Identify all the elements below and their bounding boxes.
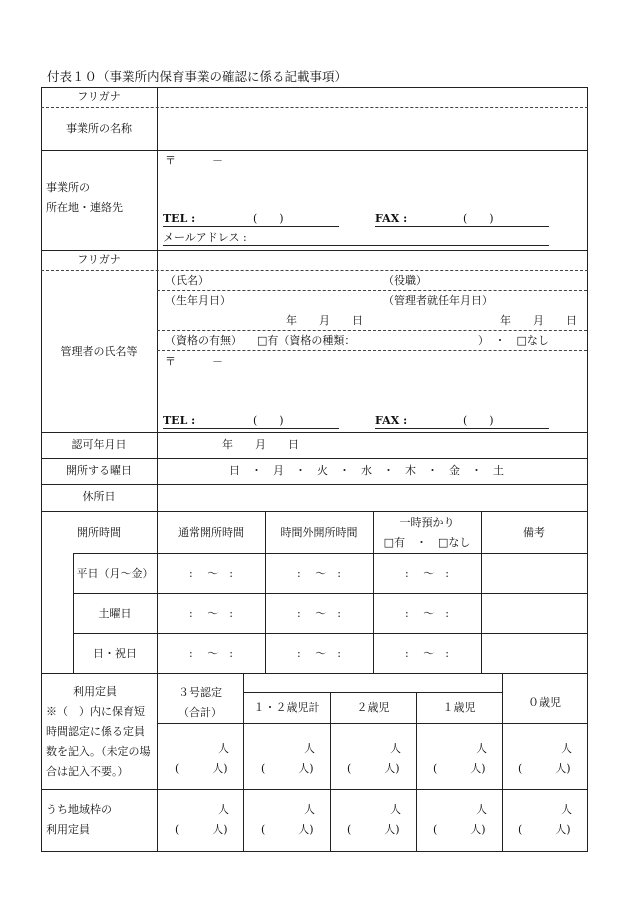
capacity-note: ※（ ）内に保育短 — [46, 705, 145, 718]
local-short-paren: ( 人) — [347, 823, 400, 836]
facility-tel-paren: ( ) — [253, 212, 284, 225]
capacity-unit: 人 — [561, 742, 572, 755]
hours-row-label: 土曜日 — [98, 607, 132, 620]
hours-row-extra: : ～ : — [297, 607, 341, 620]
hours-row-temp: : ～ : — [405, 607, 449, 620]
open-days-label: 開所する曜日 — [66, 464, 132, 477]
local-unit: 人 — [476, 803, 487, 816]
manager-birth-ymd: 年 月 日 — [286, 314, 363, 327]
capacity-short-paren: ( 人) — [518, 762, 571, 775]
manager-fax-label: FAX : — [375, 414, 408, 427]
manager-tel-label: TEL : — [163, 414, 196, 427]
capacity-short-paren: ( 人) — [175, 762, 228, 775]
manager-qual-none: ） ・ □なし — [478, 334, 549, 347]
local-unit: 人 — [304, 803, 315, 816]
capacity-col-age12: １・２歳児計 — [253, 701, 320, 714]
manager-appointed-label: （管理者就任年月日） — [383, 294, 493, 307]
capacity-col-age0: ０歳児 — [528, 696, 561, 709]
facility-name-label: 事業所の名称 — [66, 122, 132, 135]
hours-row-normal: : ～ : — [189, 607, 233, 620]
facility-tel-label: TEL : — [163, 212, 196, 225]
facility-furigana-label: フリガナ — [77, 90, 121, 103]
capacity-unit: 人 — [390, 742, 401, 755]
page-title: 付表１０（事業所内保育事業の確認に係る記載事項） — [47, 69, 348, 84]
local-short-paren: ( 人) — [261, 823, 314, 836]
capacity-col-age2: ２歳児 — [356, 701, 390, 714]
facility-postal-dash: － — [212, 154, 223, 167]
capacity-note: 合は記入不要。） — [46, 765, 129, 778]
manager-furigana-label: フリガナ — [77, 253, 121, 266]
hours-col-temp-options: □有 ・ □なし — [383, 536, 471, 549]
manager-postal-mark: 〒 — [165, 355, 176, 368]
capacity-col-3go: ３号認定 — [178, 686, 222, 699]
hours-row-temp: : ～ : — [405, 567, 449, 580]
local-quota-label: うち地域枠の — [46, 803, 112, 816]
hours-col-normal: 通常開所時間 — [178, 526, 244, 539]
hours-row-temp: : ～ : — [405, 647, 449, 660]
capacity-label: 利用定員 — [73, 685, 117, 698]
facility-address-label-1: 事業所の — [46, 181, 90, 194]
hours-row-label: 日・祝日 — [93, 647, 137, 660]
manager-fax-paren: ( ) — [463, 414, 494, 427]
hours-col-extra: 時間外開所時間 — [280, 526, 358, 539]
hours-row-normal: : ～ : — [189, 647, 233, 660]
capacity-note: 数を記入。（未定の場 — [46, 745, 151, 758]
open-days-value: 日 ・ 月 ・ 火 ・ 水 ・ 木 ・ 金 ・ 土 — [229, 464, 504, 477]
local-unit: 人 — [390, 803, 401, 816]
approval-date-value: 年 月 日 — [222, 438, 299, 451]
manager-position-label: （役職） — [383, 274, 427, 287]
capacity-short-paren: ( 人) — [261, 762, 314, 775]
manager-section-label: 管理者の氏名等 — [60, 345, 138, 358]
facility-fax-label: FAX : — [375, 212, 408, 225]
hours-row-extra: : ～ : — [297, 567, 341, 580]
manager-qual-label: （資格の有無） — [165, 334, 242, 347]
manager-postal-dash: － — [212, 355, 223, 368]
capacity-note: 時間認定に係る定員 — [46, 725, 145, 738]
local-quota-label: 利用定員 — [46, 823, 90, 836]
capacity-col-3go-total: （合計） — [178, 706, 222, 719]
facility-fax-paren: ( ) — [463, 212, 494, 225]
hours-col-remarks: 備考 — [523, 526, 545, 539]
hours-row-extra: : ～ : — [297, 647, 341, 660]
hours-col-temp: 一時預かり — [399, 516, 455, 529]
hours-row-normal: : ～ : — [189, 567, 233, 580]
local-short-paren: ( 人) — [433, 823, 486, 836]
capacity-unit: 人 — [218, 742, 229, 755]
local-unit: 人 — [561, 803, 572, 816]
capacity-unit: 人 — [476, 742, 487, 755]
capacity-short-paren: ( 人) — [433, 762, 486, 775]
facility-email-label: メールアドレス : — [163, 231, 247, 244]
hours-label: 開所時間 — [77, 526, 121, 539]
facility-postal-mark: 〒 — [165, 154, 176, 167]
hours-row-label: 平日（月～金） — [76, 567, 154, 580]
approval-date-label: 認可年月日 — [71, 438, 127, 451]
capacity-unit: 人 — [304, 742, 315, 755]
manager-appointed-ymd: 年 月 日 — [500, 314, 577, 327]
capacity-short-paren: ( 人) — [347, 762, 400, 775]
manager-qual-yes: □有（資格の種類： — [257, 334, 356, 347]
local-unit: 人 — [218, 803, 229, 816]
capacity-col-age1: １歳児 — [442, 701, 476, 714]
local-short-paren: ( 人) — [175, 823, 228, 836]
manager-birth-label: （生年月日） — [165, 294, 231, 307]
facility-address-label-2: 所在地・連絡先 — [46, 201, 123, 214]
manager-tel-paren: ( ) — [253, 414, 284, 427]
local-short-paren: ( 人) — [518, 823, 571, 836]
manager-name-label: （氏名） — [165, 274, 209, 287]
closed-days-label: 休所日 — [82, 490, 116, 503]
